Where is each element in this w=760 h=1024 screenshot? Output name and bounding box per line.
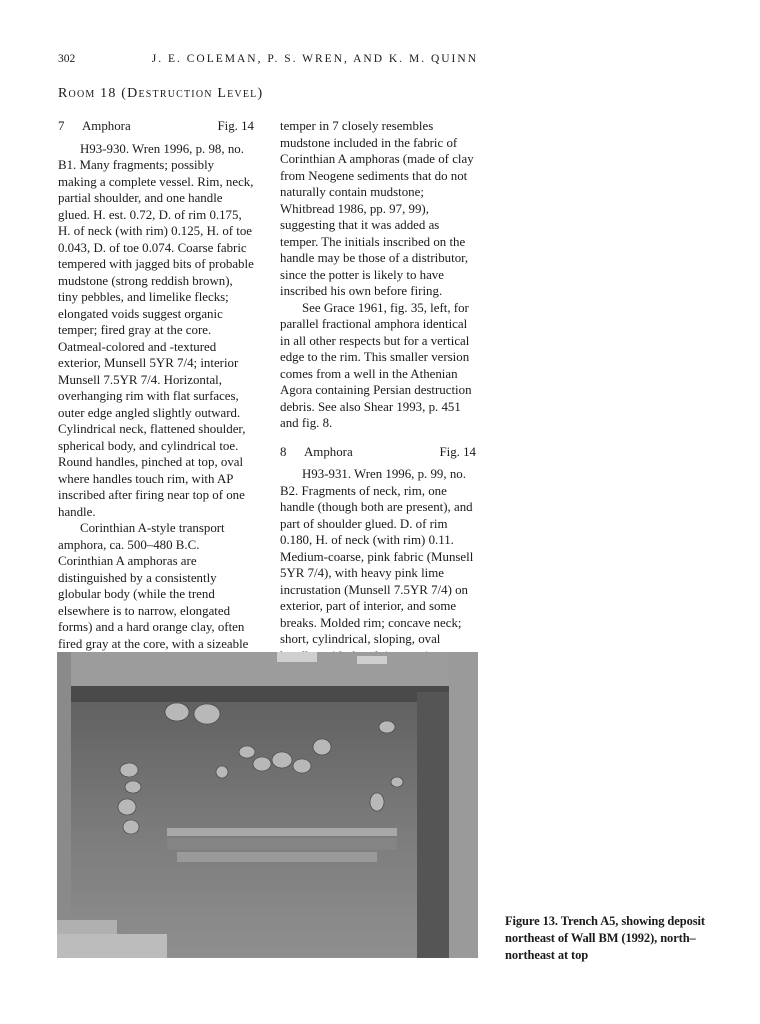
running-head-authors: J. E. COLEMAN, P. S. WREN, AND K. M. QUINN (151, 53, 478, 65)
page-number: 302 (58, 53, 76, 65)
text-column-right (280, 118, 476, 664)
entry-8-description: H93-931. Wren 1996, p. 99, no. B2. Fragments of neck, rim, one handle (though both are present), and part of shoulder glued. D. of rim 0.180, H. of neck (with rim) 0.11. Medium-coarse, pink fabric (Munsell 5YR 7/4), with heavy pink lime incrustation (Munsell 7.5YR 7/4) on exterior, part of interior, and some breaks. Molded rim; concave neck; short, cylindrical, sloping, oval (280, 467, 474, 646)
entry-7-number: 7 (58, 119, 65, 133)
entry-7-parallels: See Grace 1961, fig. 35, left, for parallel fractional amphora identical in all other respects but for a vertical edge to the rim. This smaller version comes from a well in the Athenian Agora containing Persian destruction debris. See also Shear 1993, p. 451 and fig. 8. (280, 300, 472, 430)
entry-7-heading (58, 118, 254, 135)
text-column-left (58, 118, 254, 685)
entry-7-description: H93-930. Wren 1996, p. 98, no. B1. Many fragments; possibly making a complete vessel. Rim, neck, partial shoulder, and one handle glued. H. est. 0.72, D. of rim 0.175, H. of neck (with rim) 0.125, H. of toe 0.043, D. of toe 0.074. Coarse fabric tempered with jagged bits of probable mudstone (strong reddish brown), tiny pebbles, and limelike flecks; elongated voids suggest organic temper; fired gray at the core. Oatmeal-colored and -textured exterior, Munsell 5YR 7/4; interior Munsell 7.5YR 7/4. Horizontal, overhanging rim with flat surfaces, outer edge angled slightly outward. Cylindrical neck, flattened shoulder, spherical body, and cylindrical toe. Round handles, pinched at top, oval where handles touch rim, with AP inscribed after firing near top of one handle. (58, 141, 254, 519)
entry-8-name: Amphora (304, 444, 353, 459)
entry-7-name: Amphora (82, 119, 131, 133)
entry-7-fig-ref: Fig. 14 (217, 119, 254, 133)
entry-7-commentary-cont: temper in 7 closely resembles mudstone included in the fabric of Corinthian A amphoras (made of clay from Neogene sediments that do not naturally contain mudstone; Whitbread 1986, pp. 97, 99), suggesting that it was added as temper. The initials inscribed on the handle may be those of a distributor, since the potter is likely to have inscribed his own before firing. (280, 119, 474, 298)
entry-8-number: 8 (280, 444, 287, 459)
trench-photograph (57, 652, 478, 958)
figure-caption: Figure 13. Trench A5, showing deposit northeast of Wall BM (1992), north–northeast at top (505, 914, 705, 962)
entry-8-fig-ref: Fig. 14 (439, 444, 476, 459)
section-title: Room 18 (Destruction Level) (58, 86, 264, 101)
entry-8-heading (280, 444, 476, 461)
entry-7-commentary: Corinthian A-style transport amphora, ca. 500–480 B.C. Corinthian A amphoras are distinguished by a consistently globular body (while the trend elsewhere is to narrow, elongated forms) and a hard orange clay, often fired gray at the core, with a sizeable (58, 521, 249, 651)
